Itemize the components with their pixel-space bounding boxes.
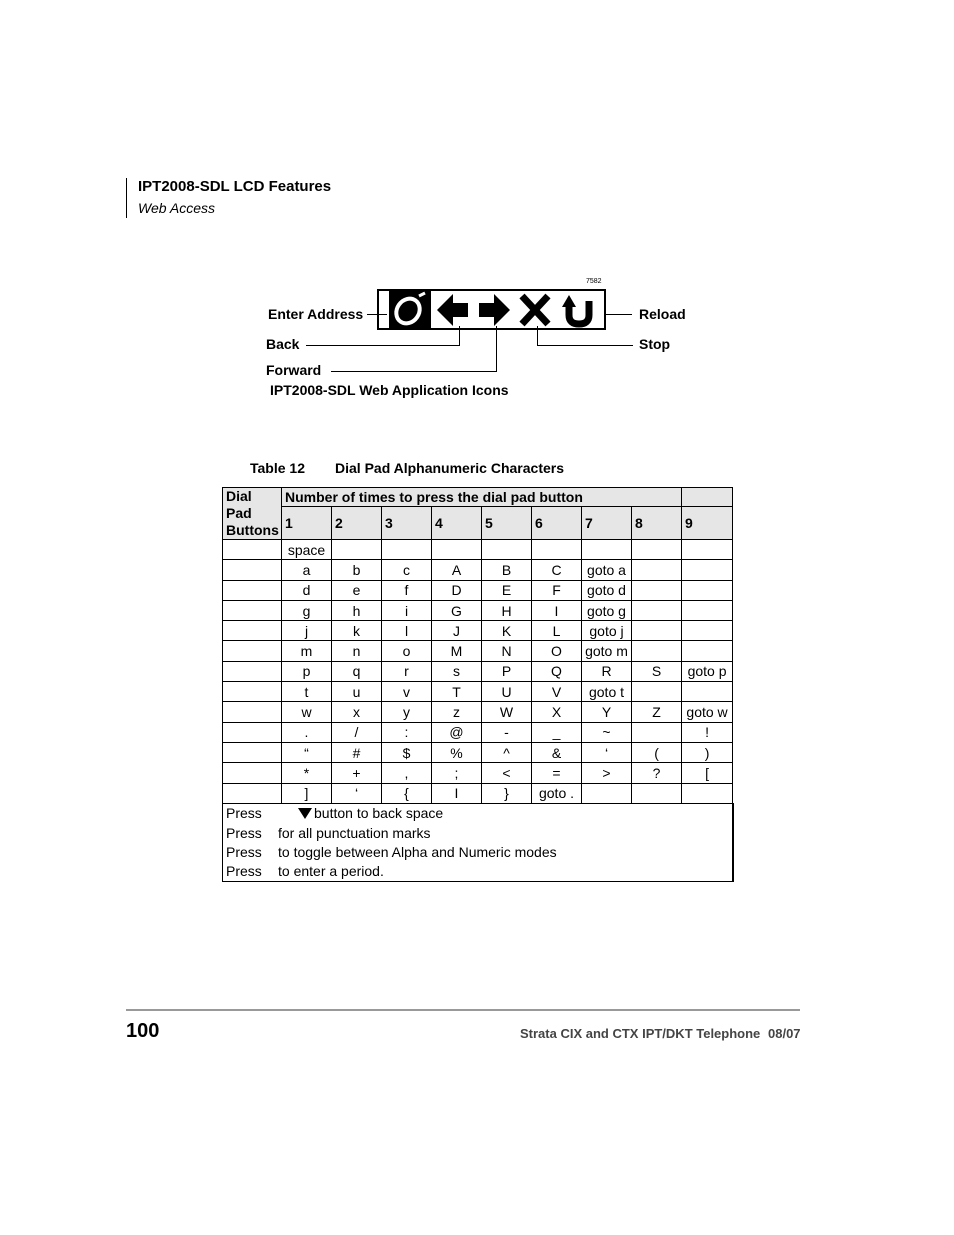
note-cell xyxy=(223,823,733,842)
table-cell: E xyxy=(482,580,532,600)
table-title: Dial Pad Alphanumeric Characters xyxy=(335,460,565,476)
table-cell: n xyxy=(332,641,382,661)
column-header: 8 xyxy=(632,507,682,540)
table-cell xyxy=(382,540,432,560)
column-header: 1 xyxy=(282,507,332,540)
table-cell: p xyxy=(282,661,332,681)
table-cell: R xyxy=(582,661,632,681)
table-cell: = xyxy=(532,763,582,783)
table-row xyxy=(223,641,733,661)
table-cell: < xyxy=(482,763,532,783)
table-cell: > xyxy=(582,763,632,783)
forward-arrow-icon xyxy=(476,291,512,328)
table-cell: goto m xyxy=(582,641,632,661)
table-row xyxy=(223,560,733,580)
table-cell: t xyxy=(282,682,332,702)
table-cell: _ xyxy=(532,722,582,742)
table-cell: ^ xyxy=(482,742,532,762)
page-section-title: IPT2008-SDL LCD Features xyxy=(138,178,332,195)
table-cell: / xyxy=(332,722,382,742)
table-cell: y xyxy=(382,702,432,722)
note-row xyxy=(223,862,733,882)
table-row xyxy=(223,763,733,783)
span-header-blank xyxy=(682,488,733,507)
page-section-subtitle: Web Access xyxy=(138,200,216,216)
table-cell xyxy=(223,661,282,681)
table-cell: goto . xyxy=(532,783,582,803)
note-cell xyxy=(223,842,733,861)
table-row xyxy=(223,682,733,702)
table-cell xyxy=(682,682,733,702)
table-cell: X xyxy=(532,702,582,722)
table-cell: * xyxy=(282,763,332,783)
table-cell: { xyxy=(382,783,432,803)
table-cell: q xyxy=(332,661,382,681)
note-row xyxy=(223,823,733,842)
table-number: Table 12 xyxy=(250,460,305,476)
table-cell: % xyxy=(432,742,482,762)
table-cell xyxy=(682,621,733,641)
table-cell: & xyxy=(532,742,582,762)
table-cell: l xyxy=(382,621,432,641)
table-cell xyxy=(223,702,282,722)
table-cell xyxy=(632,722,682,742)
note-press: Press xyxy=(226,805,262,822)
note-text: to enter a period. xyxy=(278,863,384,880)
table-cell: $ xyxy=(382,742,432,762)
table-cell: goto t xyxy=(582,682,632,702)
note-press: Press xyxy=(226,844,262,861)
table-cell: M xyxy=(432,641,482,661)
table-row xyxy=(223,600,733,620)
table-cell: T xyxy=(432,682,482,702)
leader-stop-v xyxy=(537,326,538,346)
table-cell: ! xyxy=(682,722,733,742)
table-cell: K xyxy=(482,621,532,641)
note-row xyxy=(223,803,733,823)
span-header: Number of times to press the dial pad button xyxy=(282,488,682,507)
note-text: to toggle between Alpha and Numeric modes xyxy=(278,844,557,861)
back-arrow-icon xyxy=(435,291,471,328)
table-cell: G xyxy=(432,600,482,620)
table-cell: goto a xyxy=(582,560,632,580)
table-cell xyxy=(223,600,282,620)
leader-back-h xyxy=(306,345,460,346)
table-cell xyxy=(332,540,382,560)
table-cell: # xyxy=(332,742,382,762)
table-cell: o xyxy=(382,641,432,661)
table-cell xyxy=(223,742,282,762)
table-cell: goto p xyxy=(682,661,733,681)
corner-header: Dial Pad Buttons xyxy=(223,488,282,540)
leader-stop-h xyxy=(537,345,633,346)
table-cell xyxy=(632,540,682,560)
table-cell: H xyxy=(482,600,532,620)
note-cell xyxy=(223,862,733,882)
table-cell: “ xyxy=(282,742,332,762)
table-cell xyxy=(632,580,682,600)
table-row xyxy=(223,661,733,681)
table-cell: ? xyxy=(632,763,682,783)
table-cell: j xyxy=(282,621,332,641)
table-cell xyxy=(582,540,632,560)
table-cell: O xyxy=(532,641,582,661)
table-cell xyxy=(682,580,733,600)
leader-forward-h xyxy=(331,371,497,372)
column-header: 4 xyxy=(432,507,482,540)
label-enter-address: Enter Address xyxy=(268,306,364,322)
leader-enter-address xyxy=(367,314,387,315)
table-cell xyxy=(582,783,632,803)
table-cell: i xyxy=(382,600,432,620)
down-triangle-icon xyxy=(298,808,312,819)
table-cell: e xyxy=(332,580,382,600)
table-cell: s xyxy=(432,661,482,681)
table-cell xyxy=(223,682,282,702)
leader-back-v xyxy=(459,326,460,346)
table-cell: ‘ xyxy=(582,742,632,762)
table-cell: ‘ xyxy=(332,783,382,803)
note-press: Press xyxy=(226,863,262,880)
table-body xyxy=(223,540,733,882)
table-cell: space xyxy=(282,540,332,560)
table-cell: ] xyxy=(282,783,332,803)
table-row xyxy=(223,742,733,762)
label-forward: Forward xyxy=(266,362,322,378)
table-cell: P xyxy=(482,661,532,681)
table-cell: f xyxy=(382,580,432,600)
reload-icon xyxy=(559,291,599,328)
header-rule xyxy=(126,178,127,218)
table-cell: } xyxy=(482,783,532,803)
table-cell xyxy=(682,540,733,560)
table-cell: ) xyxy=(682,742,733,762)
leader-forward-v xyxy=(496,326,497,372)
table-cell xyxy=(223,540,282,560)
column-header: 5 xyxy=(482,507,532,540)
table-cell xyxy=(632,560,682,580)
label-reload: Reload xyxy=(639,306,686,322)
table-cell xyxy=(682,600,733,620)
table-cell: ; xyxy=(432,763,482,783)
table-cell: I xyxy=(532,600,582,620)
table-cell: - xyxy=(482,722,532,742)
table-cell: @ xyxy=(432,722,482,742)
table-cell xyxy=(632,600,682,620)
table-cell: z xyxy=(432,702,482,722)
table-cell: , xyxy=(382,763,432,783)
column-header: 7 xyxy=(582,507,632,540)
table-cell: g xyxy=(282,600,332,620)
table-cell: b xyxy=(332,560,382,580)
table-cell: [ xyxy=(682,763,733,783)
table-cell: goto w xyxy=(682,702,733,722)
table-cell: N xyxy=(482,641,532,661)
table-cell: v xyxy=(382,682,432,702)
table-cell xyxy=(632,641,682,661)
table-row xyxy=(223,783,733,803)
web-app-icon-bar xyxy=(377,289,606,330)
label-back: Back xyxy=(266,336,300,352)
table-cell: w xyxy=(282,702,332,722)
table-cell xyxy=(632,682,682,702)
table-cell xyxy=(682,641,733,661)
table-cell: r xyxy=(382,661,432,681)
table-cell: a xyxy=(282,560,332,580)
table-cell xyxy=(532,540,582,560)
table-cell xyxy=(682,783,733,803)
table-cell xyxy=(432,540,482,560)
table-row xyxy=(223,702,733,722)
table-cell xyxy=(482,540,532,560)
table-cell xyxy=(223,763,282,783)
column-header: 3 xyxy=(382,507,432,540)
table-cell: + xyxy=(332,763,382,783)
table-cell xyxy=(223,621,282,641)
table-cell: u xyxy=(332,682,382,702)
leader-reload xyxy=(606,314,632,315)
table-cell: Z xyxy=(632,702,682,722)
table-cell: k xyxy=(332,621,382,641)
table-cell: W xyxy=(482,702,532,722)
table-cell: goto j xyxy=(582,621,632,641)
table-cell: ( xyxy=(632,742,682,762)
table-cell: V xyxy=(532,682,582,702)
figure-number: 7582 xyxy=(586,278,602,285)
table-cell: B xyxy=(482,560,532,580)
table-cell xyxy=(223,560,282,580)
table-cell: U xyxy=(482,682,532,702)
table-cell: c xyxy=(382,560,432,580)
table-cell: Y xyxy=(582,702,632,722)
table-cell xyxy=(632,621,682,641)
table-cell: L xyxy=(532,621,582,641)
enter-address-icon xyxy=(389,291,431,328)
figure-caption: IPT2008-SDL Web Application Icons xyxy=(270,382,509,398)
label-stop: Stop xyxy=(639,336,671,352)
table-row xyxy=(223,621,733,641)
table-cell xyxy=(223,580,282,600)
table-cell: S xyxy=(632,661,682,681)
table-cell: x xyxy=(332,702,382,722)
note-press: Press xyxy=(226,824,262,841)
note-text: button to back space xyxy=(314,805,444,822)
table-cell: A xyxy=(432,560,482,580)
table-cell: : xyxy=(382,722,432,742)
table-cell: h xyxy=(332,600,382,620)
column-header: 9 xyxy=(682,507,733,540)
table-row xyxy=(223,580,733,600)
note-text: for all punctuation marks xyxy=(278,824,431,841)
table-row xyxy=(223,540,733,560)
table-cell: D xyxy=(432,580,482,600)
table-cell: goto g xyxy=(582,600,632,620)
table-cell xyxy=(682,560,733,580)
footer-doc-title: Strata CIX and CTX IPT/DKT Telephone xyxy=(520,1026,761,1041)
table-cell: J xyxy=(432,621,482,641)
column-header: 2 xyxy=(332,507,382,540)
table-row xyxy=(223,722,733,742)
note-cell xyxy=(223,803,733,823)
table-cell: . xyxy=(282,722,332,742)
table-cell: C xyxy=(532,560,582,580)
column-header: 6 xyxy=(532,507,582,540)
table-cell: m xyxy=(282,641,332,661)
table-cell: F xyxy=(532,580,582,600)
table-cell: Q xyxy=(532,661,582,681)
note-row xyxy=(223,842,733,861)
table-cell: d xyxy=(282,580,332,600)
table-cell xyxy=(632,783,682,803)
table-cell: ~ xyxy=(582,722,632,742)
table-cell: I xyxy=(432,783,482,803)
table-cell xyxy=(223,783,282,803)
table-cell xyxy=(223,722,282,742)
table-cell xyxy=(223,641,282,661)
dial-pad-table xyxy=(222,487,734,882)
page-number: 100 xyxy=(126,1020,160,1042)
table-cell: goto d xyxy=(582,580,632,600)
footer-date: 08/07 xyxy=(768,1026,801,1041)
stop-x-icon xyxy=(517,291,553,328)
footer-rule xyxy=(126,1009,800,1011)
column-header-row xyxy=(223,507,733,540)
